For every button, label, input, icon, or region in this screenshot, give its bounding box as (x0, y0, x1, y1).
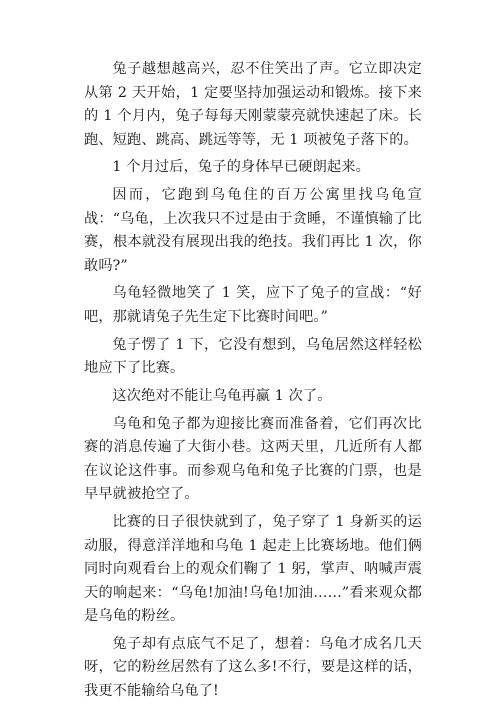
paragraph-3: 因而，它跑到乌龟住的百万公寓里找乌龟宣战：“乌龟，上次我只不过是由于贪睡，不谨慎输了比赛，根本就没有展现出我的绝技。我们再比 1 次，你敢吗?” (84, 187, 422, 274)
paragraph-5: 兔子愣了 1 下，它没有想到，乌龟居然这样轻松地应下了比赛。 (84, 336, 422, 377)
paragraph-1: 兔子越想越高兴，忍不住笑出了声。它立即决定从第 2 天开始，1 定要坚持加强运动和锻炼。接下来的 1 个月内，兔子每每天刚蒙蒙亮就快速起了床。长跑、短跑、跳高、跳远等等，无 1 项被兔子落下的。 (84, 61, 422, 148)
paragraph-4: 乌龟轻微地笑了 1 笑，应下了兔子的宣战：“好吧，那就请兔子先生定下比赛时间吧。” (84, 285, 422, 325)
paragraph-6: 这次绝对不能让乌龟再赢 1 次了。 (112, 387, 332, 404)
paragraph-2: 1 个月过后，兔子的身体早已硬朗起来。 (112, 159, 370, 176)
paragraph-8: 比赛的日子很快就到了，兔子穿了 1 身新买的运动服，得意洋洋地和乌龟 1 起走上比赛场地。他们俩同时向观看台上的观众们鞠了 1 躬，掌声、呐喊声震天的响起来：“乌龟!加油!乌龟!加油……”看来观众都是乌龟的粉丝。 (84, 514, 422, 625)
story-text (84, 58, 422, 708)
paragraph-7: 乌龟和兔子都为迎接比赛而准备着，它们再次比赛的消息传遍了大街小巷。这两天里，几近所有人都在议论这件事。而参观乌龟和兔子比赛的门票，也是早早就被抢空了。 (84, 415, 422, 503)
paragraph-9: 兔子却有点底气不足了，想着：乌龟才成名几天呀，它的粉丝居然有了这么多!不行，要是这样的话，我更不能输给乌龟了! (84, 635, 422, 699)
